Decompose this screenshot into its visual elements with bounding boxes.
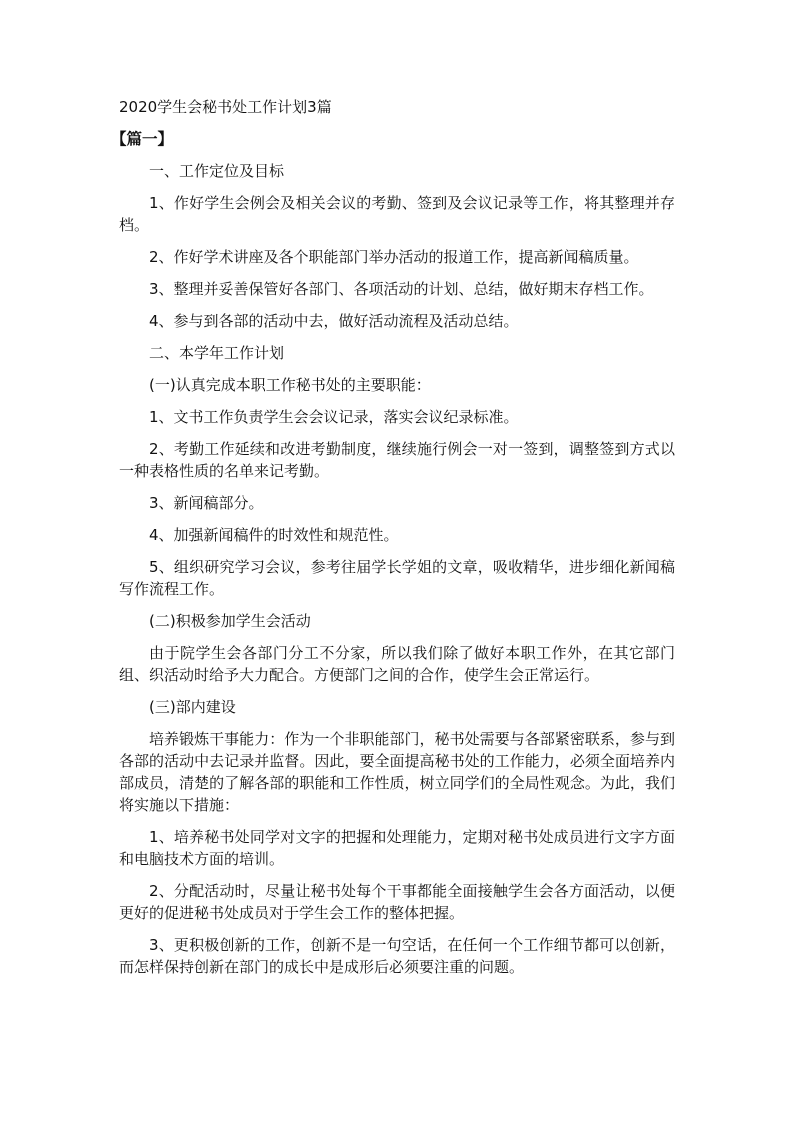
document-body <box>119 160 675 988</box>
paragraph: 二、本学年工作计划 <box>149 344 285 362</box>
paragraph: 一、工作定位及目标 <box>149 162 285 180</box>
document-title: 2020学生会秘书处工作计划3篇 <box>119 98 332 116</box>
paragraph: 2、作好学术讲座及各个职能部门举办活动的报道工作，提高新闻稿质量。 <box>149 248 639 266</box>
paragraph: 2、分配活动时，尽量让秘书处每个干事都能全面接触学生会各方面活动，以便更好的促进秘书处成员对于学生会工作的整体把握。 <box>119 882 675 922</box>
paragraph: 1、作好学生会例会及相关会议的考勤、签到及会议记录等工作，将其整理并存档。 <box>119 194 675 234</box>
paragraph: 4、加强新闻稿件的时效性和规范性。 <box>149 526 399 544</box>
paragraph: 培养锻炼干事能力：作为一个非职能部门，秘书处需要与各部紧密联系，参与到各部的活动中去记录并监督。因此，要全面提高秘书处的工作能力，必须全面培养内部成员，清楚的了解各部的职能和工作性质，树立同学们的全局性观念。为此，我们将实施以下措施： <box>119 730 675 814</box>
paragraph: 由于院学生会各部门分工不分家，所以我们除了做好本职工作外，在其它部门组、织活动时给予大力配合。方便部门之间的合作，使学生会正常运行。 <box>119 644 675 684</box>
paragraph: 2、考勤工作延续和改进考勤制度，继续施行例会一对一签到，调整签到方式以一种表格性质的名单来记考勤。 <box>119 440 675 480</box>
paragraph: 1、文书工作负责学生会会议记录，落实会议纪录标准。 <box>149 408 519 426</box>
paragraph: 3、整理并妥善保管好各部门、各项活动的计划、总结，做好期末存档工作。 <box>149 280 654 298</box>
paragraph: 3、新闻稿部分。 <box>149 494 264 512</box>
paragraph: 1、培养秘书处同学对文字的把握和处理能力，定期对秘书处成员进行文字方面和电脑技术方面的培训。 <box>119 828 675 868</box>
section-label: 【篇一】 <box>111 130 174 148</box>
paragraph: 4、参与到各部的活动中去，做好活动流程及活动总结。 <box>149 312 519 330</box>
paragraph: (二)积极参加学生会活动 <box>149 612 311 630</box>
paragraph: (三)部内建设 <box>149 698 236 716</box>
paragraph: (一)认真完成本职工作秘书处的主要职能： <box>149 376 431 394</box>
paragraph: 3、更积极创新的工作，创新不是一句空话，在任何一个工作细节都可以创新，而怎样保持创新在部门的成长中是成形后必须要注重的问题。 <box>119 936 675 976</box>
paragraph: 5、组织研究学习会议，参考往届学长学姐的文章，吸收精华，进步细化新闻稿写作流程工作。 <box>119 558 675 598</box>
